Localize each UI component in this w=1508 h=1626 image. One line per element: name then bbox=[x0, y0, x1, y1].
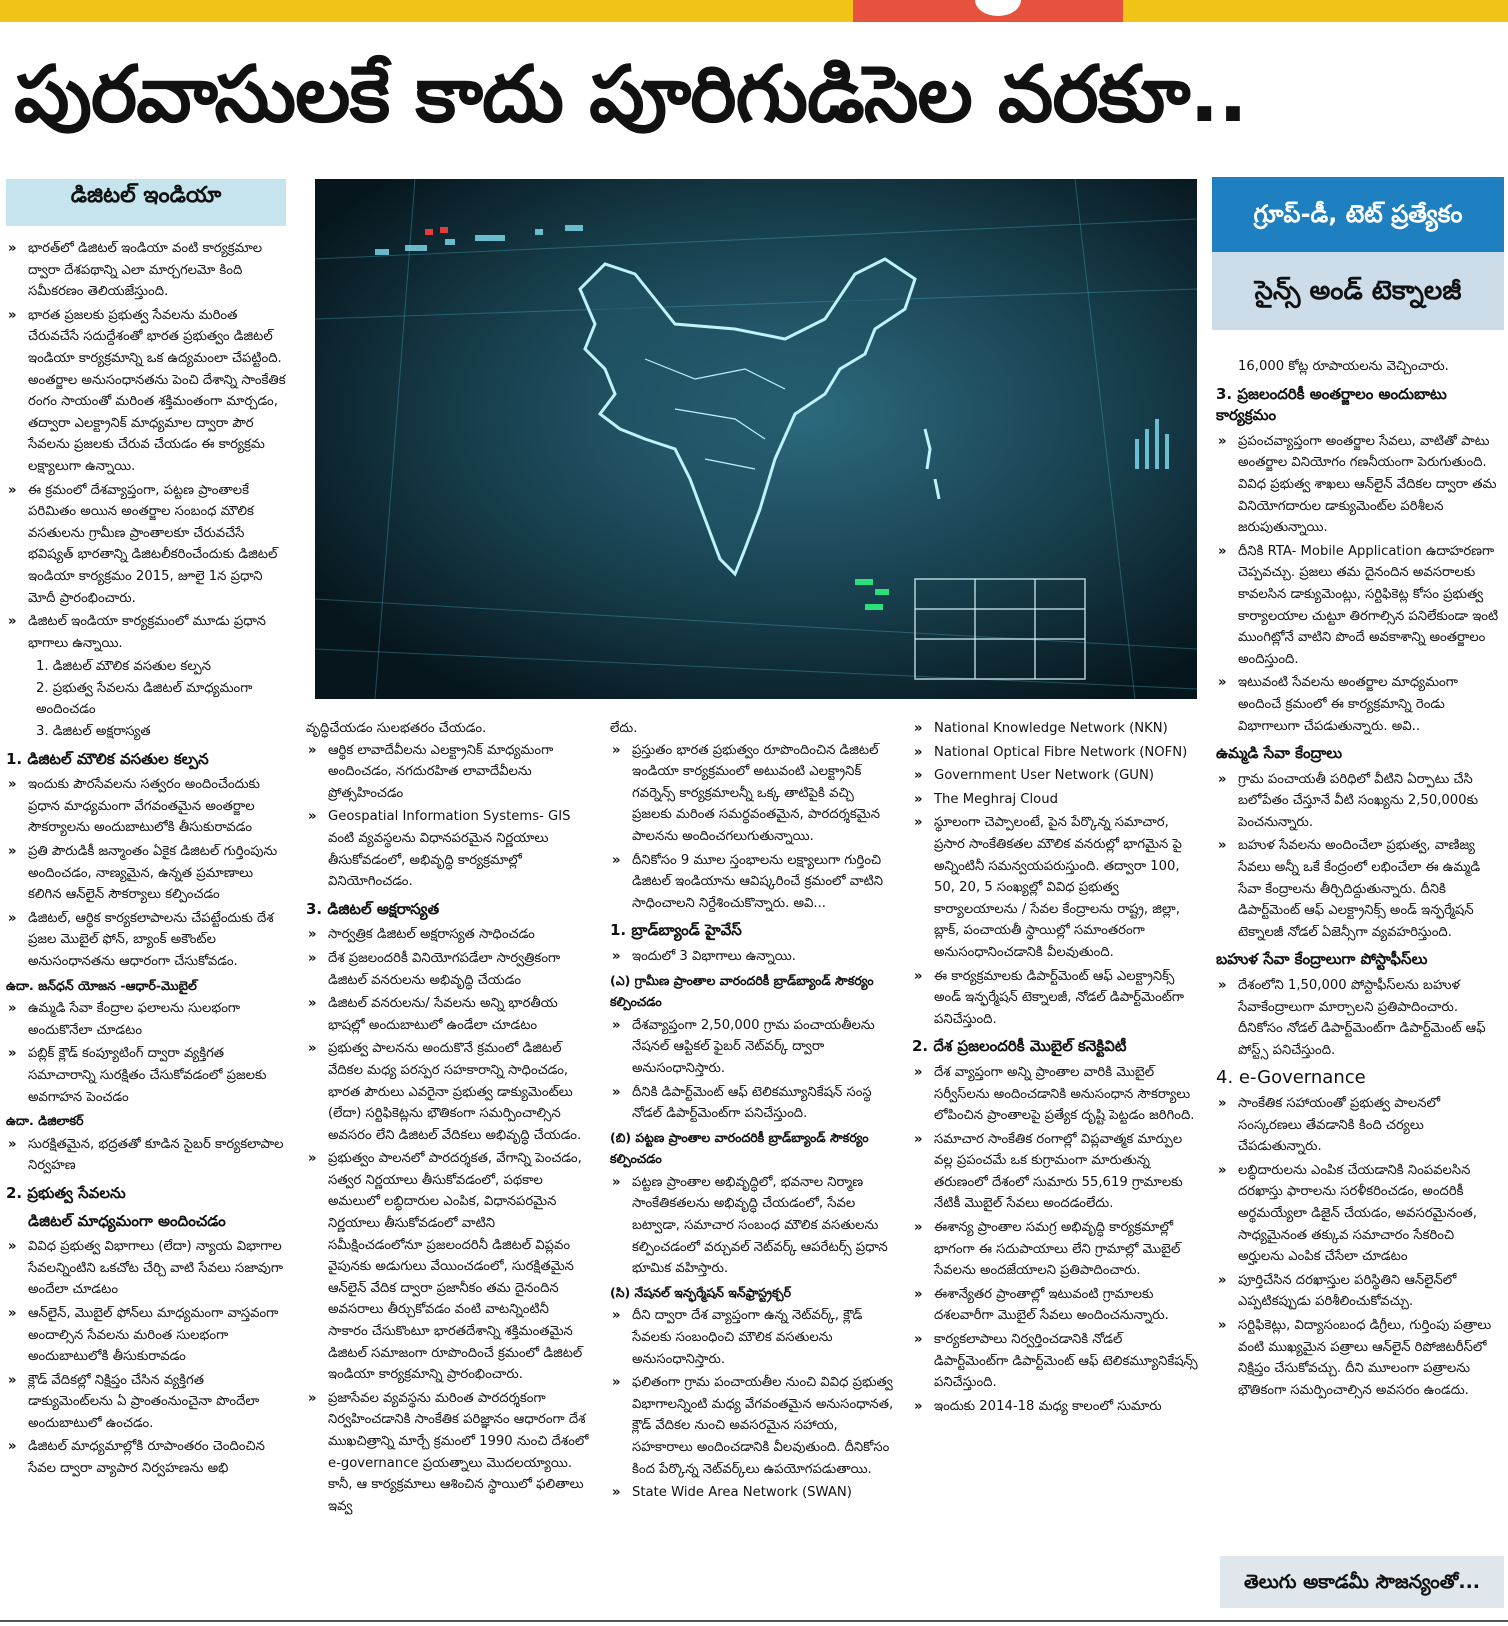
column-2 bbox=[306, 718, 589, 1618]
list-item: » దీనికి డిపార్ట్‌మెంట్ ఆఫ్ టెలికమ్యూనికేషన్ సంస్థ నోడల్ డిపార్ట్‌మెంట్‌గా పనిచేస్తుంది. bbox=[610, 1082, 895, 1125]
list-item: » ఈశాన్య ప్రాంతాల సమగ్ర అభివృద్ధి కార్యక్రమాల్లో భాగంగా ఈ సదుపాయాలు లేని గ్రామాల్లో మొబైల్ సేవలను అందజేయాలని ప్రతిపాదించారు. bbox=[912, 1217, 1200, 1282]
list-item: » ఇందుకు 2014-18 మధ్య కాలంలో సుమారు bbox=[912, 1396, 1200, 1418]
credit-box: తెలుగు అకాడమీ సౌజన్యంతో... bbox=[1220, 1556, 1504, 1608]
list-item: » ప్రపంచవ్యాప్తంగా అంతర్జాల సేవలు, వాటితో పాటు అంతర్జాల వినియోగం గణనీయంగా పెరుగుతుంది. వివిధ ప్రభుత్వ శాఖలు ఆన్‌లైన్ వేదికల ద్వారా తమ వినియోగదారుల డాక్యుమెంట్‌ల పరిశీలన జరుపుతున్నాయి. bbox=[1216, 431, 1504, 539]
list-item: » ఆన్‌లైన్, మొబైల్ ఫోన్‌లు మాధ్యమంగా వాస్తవంగా అందాల్సిన సేవలను మరింత సులభంగా అందుబాటులోకి తీసుకురావడం bbox=[6, 1303, 286, 1368]
list-item: » బహుళ సేవలను అందించేలా ప్రభుత్వ, వాణిజ్య సేవలు అన్నీ ఒకే కేంద్రంలో లభించేలా ఈ ఉమ్మడి సేవా కేంద్రాలను తీర్చిదిద్దుతున్నారు. దీనికి డిపార్ట్‌మెంట్ ఆఫ్ ఎలక్ట్రానిక్స్ అండ్ ఇన్ఫర్మేషన్ టెక్నాలజీ నోడల్ ఏజెన్సీగా వ్యవహరిస్తుంది. bbox=[1216, 835, 1504, 943]
example-label: ఉదా. జన్‌ధన్ యోజన -ఆధార్-మొబైల్ bbox=[6, 977, 197, 993]
list-item: » ఈ కార్యక్రమాలకు డిపార్ట్‌మెంట్ ఆఫ్ ఎలక్ట్రానిక్స్ అండ్ ఇన్ఫర్మేషన్ టెక్నాలజీ, నోడల్ డిపార్ట్‌మెంట్‌గా పనిచేస్తుంది. bbox=[912, 966, 1200, 1031]
india-digital-map-image bbox=[315, 179, 1197, 699]
sub-heading: (బి) పట్టణ ప్రాంతాల వారందరికీ బ్రాడ్‌బ్యాండ్ సౌకర్యం కల్పించడం bbox=[610, 1129, 869, 1167]
list-item: » వివిధ ప్రభుత్వ విభాగాలు (లేదా) న్యాయ విభాగాల సేవలన్నింటిని ఒకచోట చేర్చి వాటి సేవలు సజావుగా అందేలా చూడటం bbox=[6, 1236, 286, 1301]
list-item: » Government User Network (GUN) bbox=[912, 765, 1200, 787]
list-item: » ప్రభుత్వ పాలనను అందుకొనే క్రమంలో డిజిటల్ వేదికల మధ్య పరస్పర సహకారాన్ని సాధించడం, భారత పౌరులు ఎవరైనా ప్రభుత్వ డాక్యుమెంట్‌లు (లేదా) సర్టిఫికెట్లను భౌతికంగా సమర్పించాల్సిన అవసరం లేని డిజిటల్ వేదికలు అభివృద్ధి చేయడం. bbox=[306, 1038, 589, 1146]
list-item: » సమాచార సాంకేతిక రంగాల్లో విప్లవాత్మక మార్పుల వల్ల ప్రపంచమే ఒక కుగ్రామంగా మారుతున్న తరుణంలో దేశంలో సుమారు 55,619 గ్రామాలకు నేటికీ మొబైల్ సేవలు అందడంలేదు. bbox=[912, 1129, 1200, 1215]
list-item: » డిజిటల్ వనరులను/ సేవలను అన్ని భారతీయ భాషల్లో అందుబాటులో ఉండేలా చూడటం bbox=[306, 993, 589, 1036]
list-item: » భారత్‌లో డిజిటల్ ఇండియా వంటి కార్యక్రమాల ద్వారా దేశపథాన్ని ఎలా మార్చగలమో కింది సమీకరణం తెలియజేస్తుంది. bbox=[6, 238, 286, 303]
list-item: » పూర్తిచేసిన దరఖాస్తుల పరిస్థితిని ఆన్‌లైన్‌లో ఎప్పటికప్పుడు పరిశీలించుకోవచ్చు. bbox=[1216, 1270, 1504, 1313]
list-item: » ఇందులో 3 విభాగాలు ఉన్నాయి. bbox=[610, 946, 895, 968]
column-4 bbox=[912, 718, 1200, 1618]
list-item: » ఈ క్రమంలో దేశవ్యాప్తంగా, పట్టణ ప్రాంతాలకే పరిమితం అయిన అంతర్జాల సంబంధ మౌలిక వసతులను గ్రామీణ ప్రాంతాలకూ చేరువచేసే భవిష్యత్ భారతాన్ని డిజిటలీకరించేందుకు డిజిటల్ ఇండియా కార్యక్రమం 2015, జూలై 1న ప్రధాని మోదీ ప్రారంభించారు. bbox=[6, 480, 286, 610]
list-item: » గ్రామ పంచాయతీ పరిధిలో వీటిని ఏర్పాటు చేసి బలోపేతం చేస్తూనే వీటి సంఖ్యను 2,50,000కు పెంచనున్నారు. bbox=[1216, 769, 1504, 834]
list-item: » సురక్షితమైన, భద్రతతో కూడిన సైబర్ కార్యకలాపాల నిర్వహణ bbox=[6, 1134, 286, 1177]
list-item: » ఇటువంటి సేవలను అంతర్జాల మాధ్యమంగా అందించే క్రమంలో ఈ కార్యక్రమాన్ని రెండు విభాగాలుగా చేపడుతున్నారు. అవి.. bbox=[1216, 672, 1504, 737]
list-item: » ప్రస్తుతం భారత ప్రభుత్వం రూపొందించిన డిజిటల్ ఇండియా కార్యక్రమంలో అటువంటి ఎలక్ట్రానిక్ గవర్నెన్స్ కార్యక్రమాలన్నీ ఒక్క తాటిపైకి వచ్చి ప్రజలకు మరింత సమర్థవంతమైన, పారదర్శకమైన పాలనను అందించగలుగుతున్నాయి. bbox=[610, 740, 895, 848]
list-item: » ఇందుకు పౌరసేవలను సత్వరం అందించేందుకు ప్రధాన మాధ్యమంగా వేగవంతమైన అంతర్జాల సౌకర్యాలను అందుబాటులోకి తీసుకురావడం bbox=[6, 774, 286, 839]
paragraph: 16,000 కోట్ల రూపాయలను వెచ్చించారు. bbox=[1238, 359, 1449, 374]
sub-heading: ఉమ్మడి సేవా కేంద్రాలు bbox=[1216, 744, 1343, 763]
list-item: » భారత ప్రజలకు ప్రభుత్వ సేవలను మరింత చేరువచేసే సదుద్దేశంతో భారత ప్రభుత్వం డిజిటల్ ఇండియా కార్యక్రమాన్ని ఒక ఉద్యమంలా చేపట్టింది. అంతర్జాల అనుసంధానతను పెంచి దేశాన్ని సాంకేతిక రంగం సాయంతో మరింత శక్తిమంతంగా మార్చడం, తద్వారా ఎలక్ట్రానిక్ మాధ్యమాల ద్వారా పౌర సేవలను ప్రజలకు చేరువ చేయడం ఈ కార్యక్రమ లక్ష్యాలుగా ఉన్నాయి. bbox=[6, 305, 286, 478]
section-heading: 4. e-Governance bbox=[1216, 1067, 1366, 1089]
numbered-item: 3. డిజిటల్ అక్షరాస్యత bbox=[36, 724, 151, 740]
sub-heading: బహుళ సేవా కేంద్రాలుగా పోస్టాఫీస్‌లు bbox=[1216, 950, 1428, 969]
list-item: » ఆర్థిక లావాదేవీలను ఎలక్ట్రానిక్ మాధ్యమంగా అందించడం, నగదురహిత లావాదేవీలను ప్రోత్సహించడం bbox=[306, 740, 589, 805]
list-item: » దీని ద్వారా దేశ వ్యాప్తంగా ఉన్న నెట్‌వర్క్, క్లౌడ్ సేవలకు సంబంధించి మౌలిక వసతులను అనుసంధానిస్తారు. bbox=[610, 1305, 895, 1370]
list-item: » సర్టిఫికెట్లు, విద్యాసంబంధ డిగ్రీలు, గుర్తింపు పత్రాలు వంటి ముఖ్యమైన పత్రాలు ఆన్‌లైన్ రిపోజిటరీస్‌లో నిక్షిప్తం చేసుకోవచ్చు. దీని మూలంగా పత్రాలను భౌతికంగా సమర్పించాల్సిన అవసరం ఉండదు. bbox=[1216, 1315, 1504, 1401]
example-label: ఉదా. డిజిలాకర్ bbox=[6, 1113, 84, 1129]
list-item: » ప్రభుత్వం పాలనలో పారదర్శకత, వేగాన్ని పెంచడం, సత్వర నిర్ణయాలు తీసుకోవడంలో, పథకాల అమలులో లబ్ధిదారుల ఎంపిక, విధానపరమైన నిర్ణయాలు తీసుకోవడంలో వాటిని సమీక్షించడంలోనూ ప్రజలందరినీ డిజిటల్ విప్లవం వైపునకు అడుగులు వేయించడంలో, సురక్షితమైన ఆన్‌లైన్ వేదిక ద్వారా ప్రజానీకం తమ దైనందిన అవసరాలు తీర్చుకోవడం వంటి వాటన్నింటినీ సాకారం చేసుకొంటూ భారతదేశాన్ని శక్తిమంతమైన డిజిటల్ సమాజంగా రూపొందించే క్రమంలో డిజిటల్ ఇండియా కార్యక్రమాన్ని ప్రారంభించారు. bbox=[306, 1148, 589, 1386]
list-item: » లబ్ధిదారులను ఎంపిక చేయడానికి నింపవలసిన దరఖాస్తు ఫారాలను సరళీకరించడం, అందరికీ అర్థమయ్యేలా డిజైన్ చేయడం, అవసరమైనంత, సాధ్యమైనంత తక్కువ సమాచారం సేకరించి అర్హులను ఎంపిక చేసేలా చూడటం bbox=[1216, 1160, 1504, 1268]
list-item: » డిజిటల్ మాధ్యమాల్లోకి రూపాంతరం చెందించిన సేవల ద్వారా వ్యాపార నిర్వహణను అభి bbox=[6, 1436, 286, 1479]
list-item: » డిజిటల్ ఇండియా కార్యక్రమంలో మూడు ప్రధాన భాగాలు ఉన్నాయి. bbox=[6, 611, 286, 654]
column-5 bbox=[1216, 356, 1504, 1546]
list-item: » పబ్లిక్ క్లౌడ్ కంప్యూటింగ్ ద్వారా వ్యక్తిగత సమాచారాన్ని సురక్షితం చేసుకోవడంలో ప్రజలకు అవగాహన పెంచడం bbox=[6, 1043, 286, 1108]
section-heading: డిజిటల్ మాధ్యమంగా అందించడం bbox=[28, 1211, 226, 1230]
list-item: » దీనికోసం 9 మూల స్తంభాలను లక్ష్యాలుగా గుర్తించి డిజిటల్ ఇండియాను ఆవిష్కరించే క్రమంలో వాటిని సాధించాలని నిర్దేశించుకొన్నారు. అవి... bbox=[610, 850, 895, 915]
list-item: » ప్రజాసేవల వ్యవస్థను మరింత పారదర్శకంగా నిర్వహించడానికి సాంకేతిక పరిజ్ఞానం ఆధారంగా దేశ ముఖచిత్రాన్ని మార్చే క్రమంలో 1990 నుంచి దేశంలో e-governance ప్రయత్నాలు మొదలయ్యాయి. కానీ, ఆ కార్యక్రమాలు ఆశించిన స్థాయిలో ఫలితాలు ఇవ్వ bbox=[306, 1388, 589, 1518]
list-item: » దేశ ప్రజలందరికీ వినియోగపడేలా సార్వత్రికంగా డిజిటల్ వనరులను అభివృద్ధి చేయడం bbox=[306, 948, 589, 991]
list-item: » ప్రతి పౌరుడికీ జన్మాంతం ఏకైక డిజిటల్ గుర్తింపును అందించడం, నాణ్యమైన, ఉన్నత ప్రమాణాలు కలిగిన ఆన్‌లైన్ సౌకర్యాలు కల్పించడం bbox=[6, 841, 286, 906]
headline: పురవాసులకే కాదు పూరిగుడిసెల వరకూ.. bbox=[14, 50, 1247, 140]
numbered-item: 1. డిజిటల్ మౌలిక వసతుల కల్పన bbox=[36, 659, 211, 675]
list-item: » స్థూలంగా చెప్పాలంటే, పైన పేర్కొన్న సమాచార, ప్రసార సాంకేతికతల మౌలిక వనరుల్లో భాగమైన పై అన్నింటినీ సమన్వయపరుస్తుంది. తద్వారా 100, 50, 20, 5 సంఖ్యల్లో వివిధ ప్రభుత్వ కార్యాలయాలను / సేవల కేంద్రాలను రాష్ట్ర, జిల్లా, బ్లాక్, పంచాయతీ స్థాయిల్లో సమాంతరంగా అనుసంధానించడానికి వీలవుతుంది. bbox=[912, 812, 1200, 963]
bottom-rule bbox=[0, 1620, 1508, 1622]
column-1 bbox=[6, 179, 286, 1619]
list-item: » సాంకేతిక సహాయంతో ప్రభుత్వ పాలనలో సంస్కరణలు తేవడానికి కింది చర్యలు చేపడుతున్నారు. bbox=[1216, 1093, 1504, 1158]
sub-heading: (సి) నేషనల్ ఇన్ఫర్మేషన్ ఇన్‌ఫ్రాస్ట్రక్చర్ bbox=[610, 1284, 792, 1300]
category-tag bbox=[1212, 177, 1504, 330]
list-item: » డిజిటల్, ఆర్థిక కార్యకలాపాలను చేపట్టేందుకు దేశ ప్రజల మొబైల్ ఫోన్, బ్యాంక్ అకౌంట్‌ల అనుసంధానతను ఆధారంగా చేసుకోవడం. bbox=[6, 908, 286, 973]
section-heading: 3. డిజిటల్ అక్షరాస్యత bbox=[306, 899, 440, 918]
list-item: » ఫలితంగా గ్రామ పంచాయతీల నుంచి వివిధ ప్రభుత్వ విభాగాలన్నింటి మధ్య వేగవంతమైన అనుసంధానత, క్లౌడ్ వేదికల నుంచి అవసరమైన సహాయ, సహకారాలు అందించడానికి వీలవుతుంది. దీనికోసం కింద పేర్కొన్న నెట్‌వర్క్‌లు ఉపయోగపడుతాయి. bbox=[610, 1372, 895, 1480]
column-3 bbox=[610, 718, 895, 1618]
list-item: » దేశంలోని 1,50,000 పోస్టాఫీస్‌లను బహుళ సేవాకేంద్రాలుగా మార్చాలని ప్రతిపాదించారు. దీనికోసం నోడల్ డిపార్ట్‌మెంట్‌గా డిపార్ట్‌మెంట్ ఆఫ్ పోస్ట్స్ పనిచేస్తుంది. bbox=[1216, 975, 1504, 1061]
sub-heading: (ఎ) గ్రామీణ ప్రాంతాల వారందరికీ బ్రాడ్‌బ్యాండ్ సౌకర్యం కల్పించడం bbox=[610, 972, 874, 1010]
list-item: » National Optical Fibre Network (NOFN) bbox=[912, 742, 1200, 764]
paragraph: వృద్ధిచేయడం సులభతరం చేయడం. bbox=[306, 721, 487, 736]
subject-tag: సైన్స్ అండ్ టెక్నాలజీ bbox=[1212, 252, 1504, 330]
section-heading: 1. డిజిటల్ మౌలిక వసతుల కల్పన bbox=[6, 749, 209, 768]
section-heading: 1. బ్రాడ్‌బ్యాండ్ హైవేస్ bbox=[610, 921, 742, 940]
section-heading: 2. దేశ ప్రజలందరికీ మొబైల్ కనెక్టివిటీ bbox=[912, 1037, 1127, 1056]
paragraph: లేదు. bbox=[610, 721, 638, 736]
list-item: » State Wide Area Network (SWAN) bbox=[610, 1482, 895, 1504]
list-item: » కార్యకలాపాలు నిర్వర్తించడానికి నోడల్ డిపార్ట్‌మెంట్‌గా డిపార్ట్‌మెంట్ ఆఫ్ టెలికమ్యూనికేషన్స్ పనిచేస్తుంది. bbox=[912, 1329, 1200, 1394]
list-item: » Geospatial Information Systems- GIS వంటి వ్యవస్థలను విధానపరమైన నిర్ణయాలు తీసుకోవడంలో, అభివృద్ధి కార్యక్రమాల్లో వినియోగించడం. bbox=[306, 806, 589, 892]
list-item: » ఉమ్మడి సేవా కేంద్రాల ఫలాలను సులభంగా అందుకొనేలా చూడటం bbox=[6, 998, 286, 1041]
list-item: » దేశ వ్యాప్తంగా అన్ని ప్రాంతాల వారికి మొబైల్ సర్వీస్‌లను అందించడానికి అనుసంధాన సౌకర్యాలు లోపించిన ప్రాంతాలపై ప్రత్యేక దృష్టి పెట్టడం జరిగింది. bbox=[912, 1062, 1200, 1127]
list-item: » దీనికి RTA- Mobile Application ఉదాహరణగా చెప్పవచ్చు. ప్రజలు తమ దైనందిన అవసరాలకు కావలసిన డాక్యుమెంట్లు, సర్టిఫికెట్ల కోసం ప్రభుత్వ కార్యాలయాల చుట్టూ తిరగాల్సిన పనిలేకుండా ఇంటి ముంగిట్లోనే వాటిని పొందే అవకాశాన్ని అంతర్జాలం అందిస్తుంది. bbox=[1216, 541, 1504, 671]
list-item: » ఈశాన్యేతర ప్రాంతాల్లో ఇటువంటి గ్రామాలకు దశలవారీగా మొబైల్ సేవలు అందించనున్నారు. bbox=[912, 1284, 1200, 1327]
list-item: » దేశవ్యాప్తంగా 2,50,000 గ్రామ పంచాయతీలను నేషనల్ ఆప్టికల్ ఫైబర్ నెట్‌వర్క్ ద్వారా అనుసంధానిస్తారు. bbox=[610, 1015, 895, 1080]
numbered-item: 2. ప్రభుత్వ సేవలను డిజిటల్ మాధ్యమంగా అందించడం bbox=[36, 680, 253, 718]
exam-tag: గ్రూప్-డీ, టెట్ ప్రత్యేకం bbox=[1212, 177, 1504, 252]
section-heading: 2. ప్రభుత్వ సేవలను bbox=[6, 1183, 126, 1202]
list-item: » పట్టణ ప్రాంతాల అభివృద్ధిలో, భవనాల నిర్మాణ సాంకేతికతలను అభివృద్ధి చేయడంలో, సేవల బట్వాడా, సమాచార సంబంధ మౌలిక వసతులను కల్పించడంలో వర్చువల్ నెట్‌వర్క్ ఆపరేటర్స్ ప్రధాన భూమిక వహిస్తారు. bbox=[610, 1172, 895, 1280]
list-item: » క్లౌడ్ వేదికల్లో నిక్షిప్తం చేసిన వ్యక్తిగత డాక్యుమెంట్‌లను ఏ ప్రాంతంనుంచైనా పొందేలా అందుబాటులో ఉంచడం. bbox=[6, 1370, 286, 1435]
section-badge: డిజిటల్ ఇండియా bbox=[6, 179, 286, 226]
top-color-bar bbox=[0, 0, 1508, 22]
list-item: » The Meghraj Cloud bbox=[912, 789, 1200, 811]
list-item: » National Knowledge Network (NKN) bbox=[912, 718, 1200, 740]
list-item: » సార్వత్రిక డిజిటల్ అక్షరాస్యత సాధించడం bbox=[306, 924, 589, 946]
section-heading: 3. ప్రజలందరికీ అంతర్జాలం అందుబాటు కార్యక్రమం bbox=[1216, 384, 1447, 425]
